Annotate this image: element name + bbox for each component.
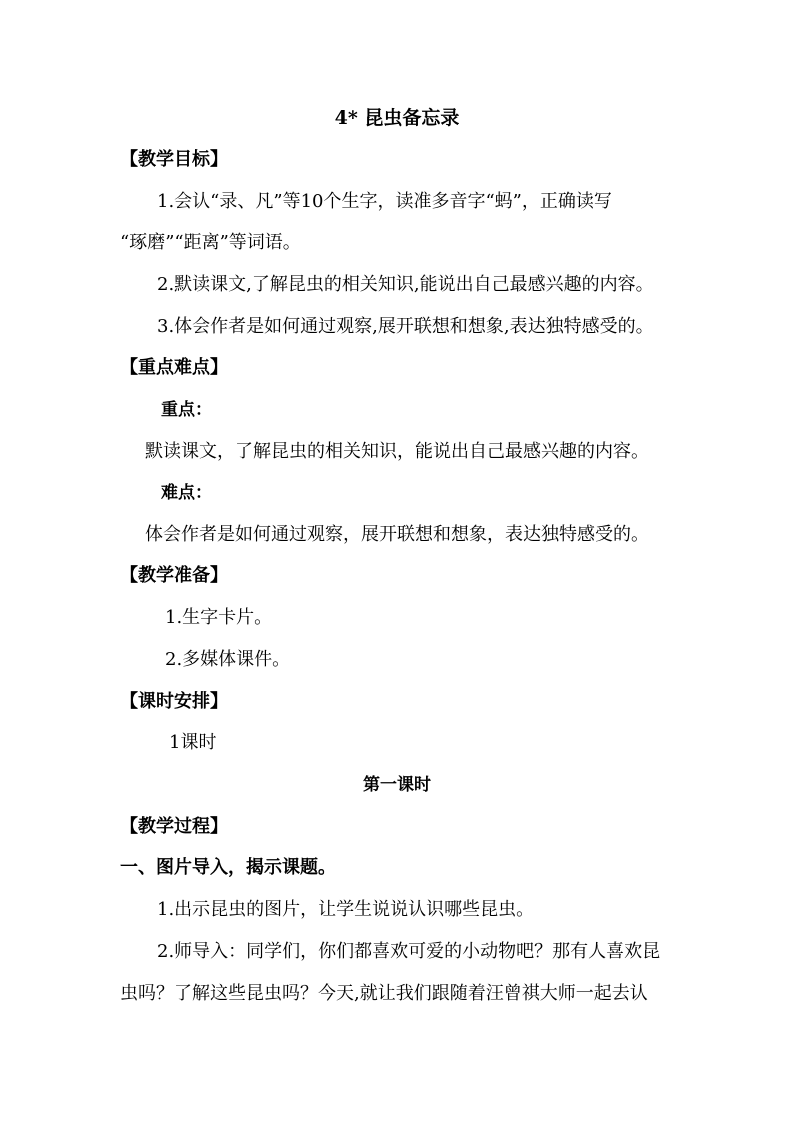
goal-item-2: 2.默读课文,了解昆虫的相关知识,能说出自己最感兴趣的内容。 [157,274,654,295]
key-text: 默读课文，了解昆虫的相关知识，能说出自己最感兴趣的内容。 [145,441,649,462]
process-line-2: 2.师导入：同学们，你们都喜欢可爱的小动物吧？那有人喜欢昆 [157,941,661,962]
prep-item-2: 2.多媒体课件。 [165,649,291,670]
process-section-1: 一、图片导入，揭示课题。 [120,857,336,878]
key-points-heading: 【重点难点】 [120,357,228,378]
prep-item-1: 1.生字卡片。 [165,607,273,628]
difficulty-label: 难点： [161,483,212,503]
goal-item-1: 1.会认“录、凡”等10个生字，读准多音字“蚂”，正确读写 [157,191,612,212]
schedule-text: 1课时 [169,732,217,753]
goals-heading: 【教学目标】 [120,149,228,170]
goal-item-1-cont: “琢磨”“距离”等词语。 [120,232,301,253]
difficulty-text: 体会作者是如何通过观察，展开联想和想象，表达独特感受的。 [145,524,649,545]
schedule-heading: 【课时安排】 [120,691,228,712]
key-label: 重点： [161,400,212,420]
goal-item-3: 3.体会作者是如何通过观察,展开联想和想象,表达独特感受的。 [157,316,654,337]
lesson-title: 第一课时 [363,775,431,795]
document-title: 4* 昆虫备忘录 [334,107,460,129]
process-heading: 【教学过程】 [120,816,228,837]
process-line-3: 虫吗？了解这些昆虫吗？今天,就让我们跟随着汪曾祺大师一起去认 [120,983,648,1004]
prep-heading: 【教学准备】 [120,565,228,586]
process-line-1: 1.出示昆虫的图片，让学生说说认识哪些昆虫。 [157,899,535,920]
